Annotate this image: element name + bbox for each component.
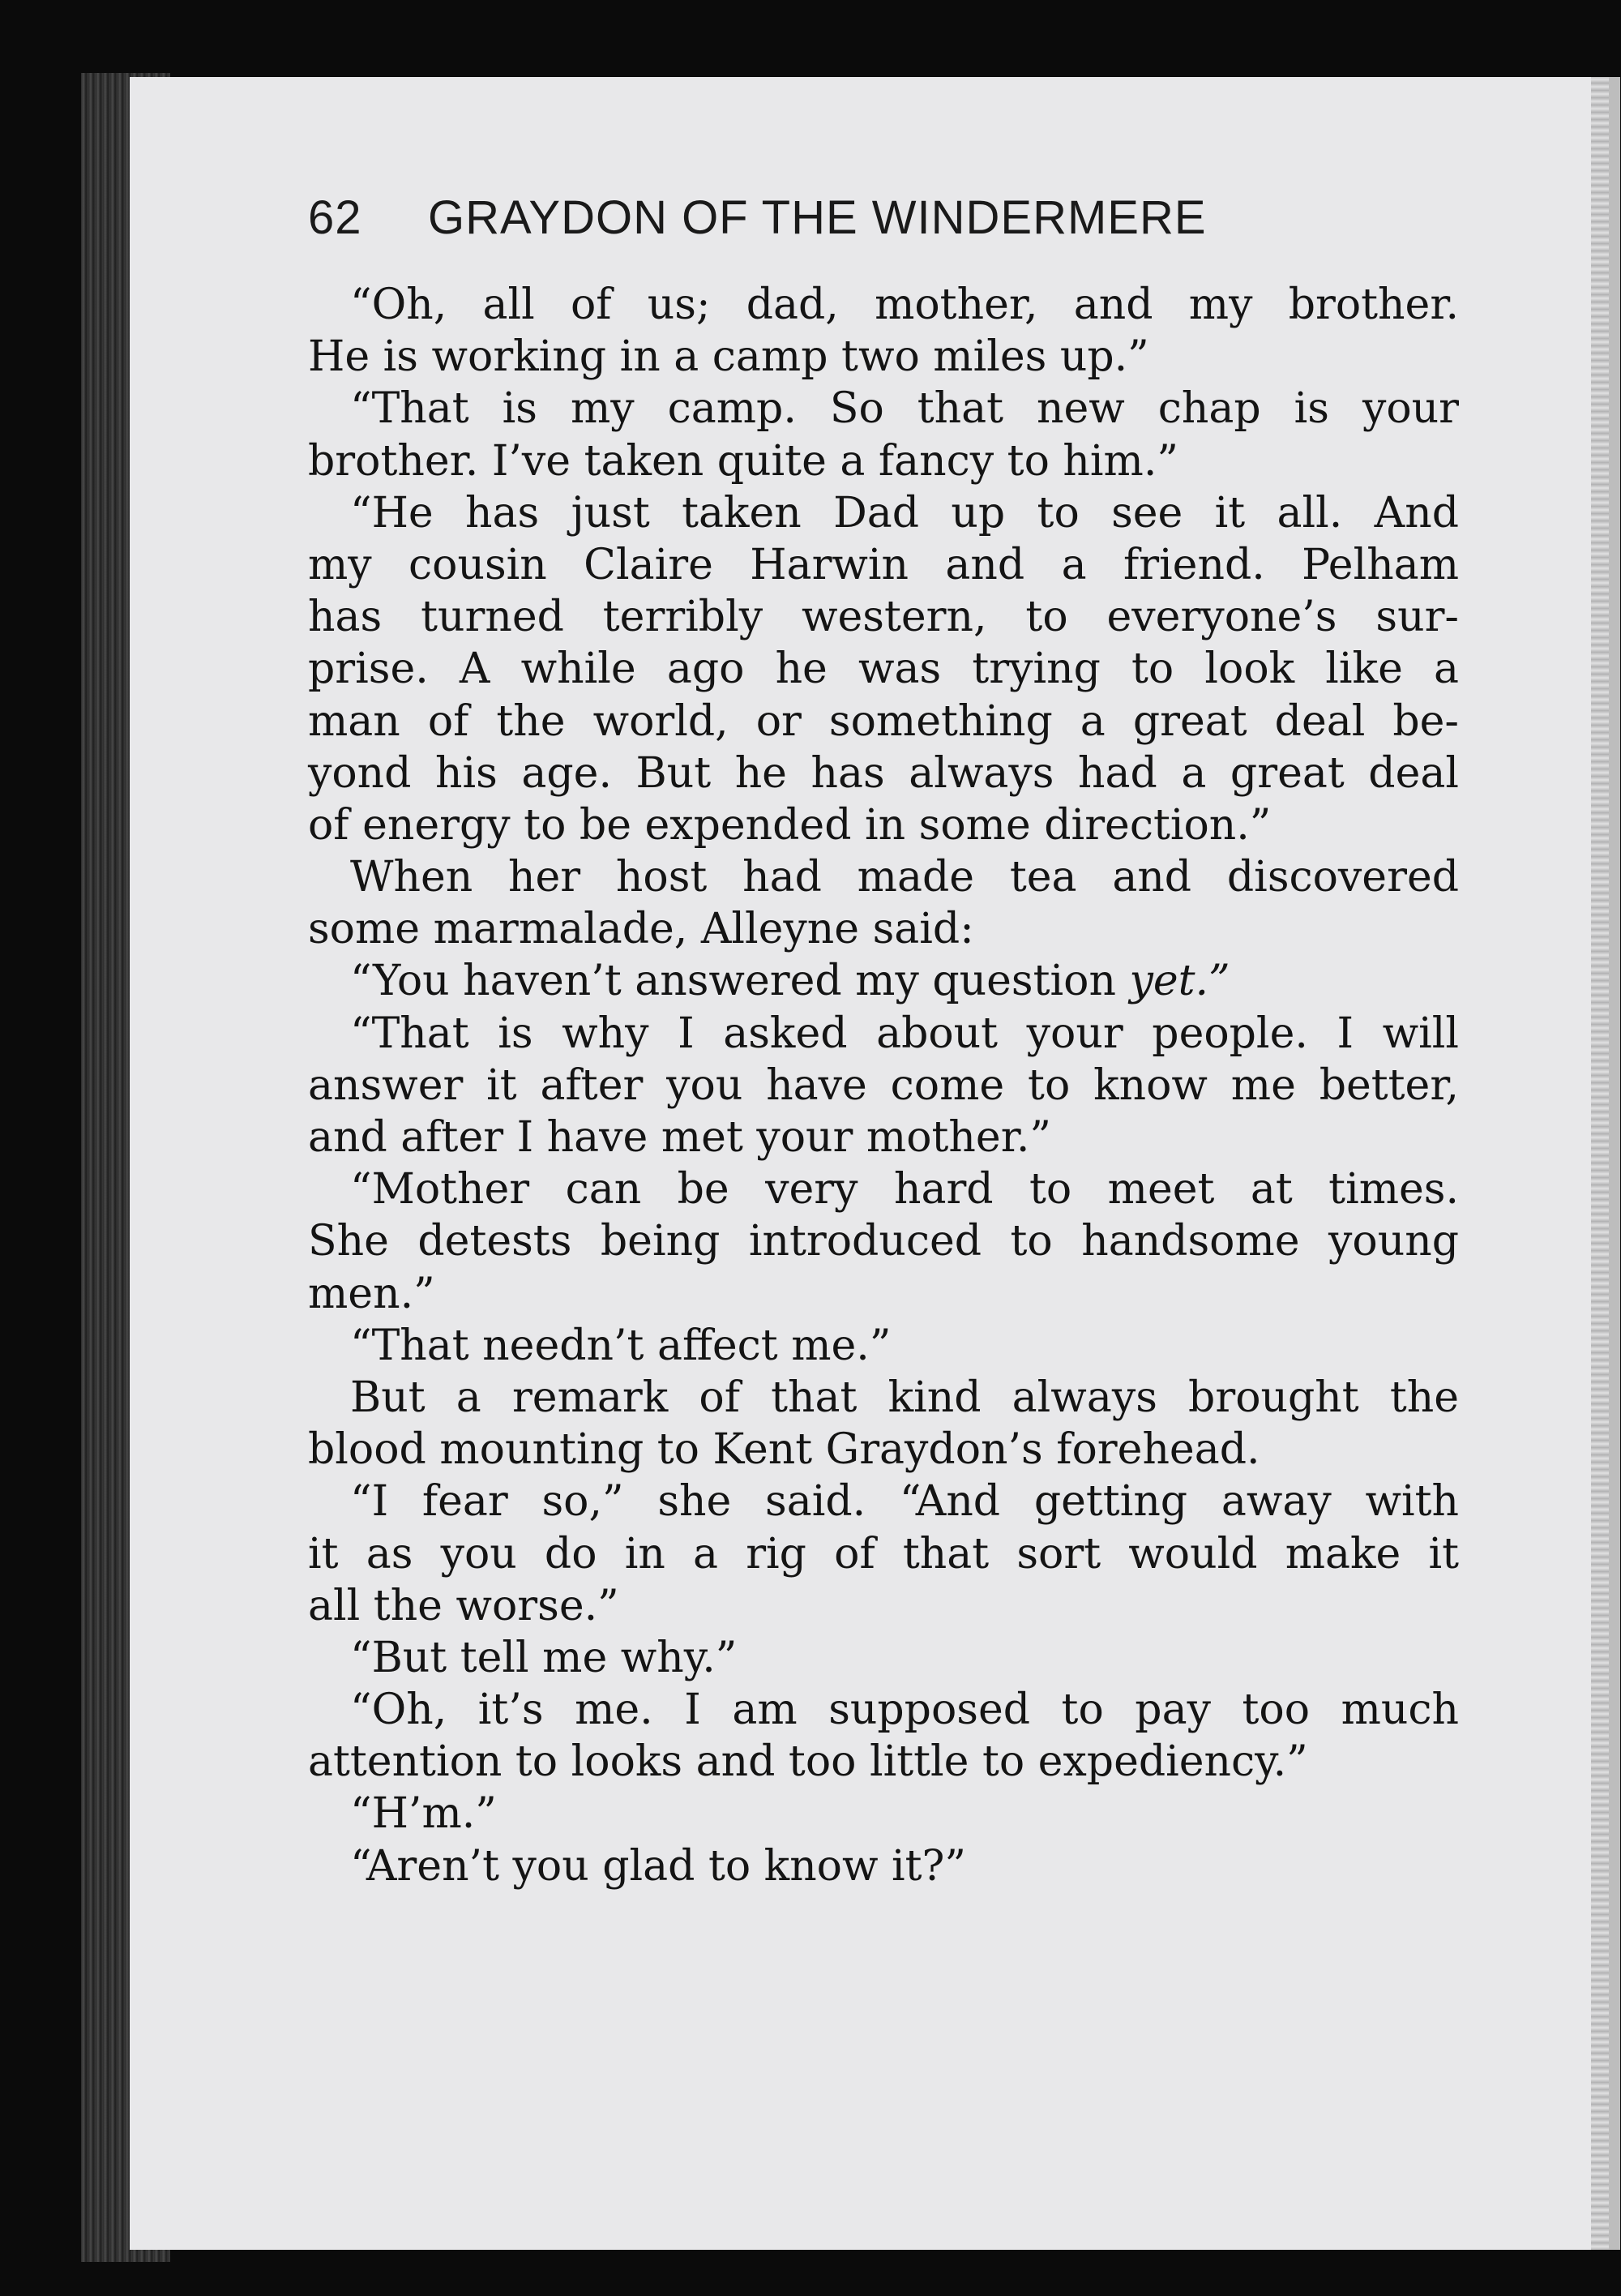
text-line: “Aren’t you glad to know it?” xyxy=(350,1841,967,1891)
text-line: But a remark of that kind always brought the xyxy=(350,1373,1459,1422)
text-line: some marmalade, Alleyne said: xyxy=(308,905,974,954)
text-line: He is working in a camp two miles up.” xyxy=(308,332,1149,382)
page-edge xyxy=(1591,77,1609,2250)
text-line: brother. I’ve taken quite a fancy to him.” xyxy=(308,436,1178,486)
text-line: men.” xyxy=(308,1269,435,1318)
text-line: She detests being introduced to handsome young xyxy=(308,1217,1459,1266)
text-line: “He has just taken Dad up to see it all. And xyxy=(350,488,1459,538)
text-line: “That needn’t affect me.” xyxy=(350,1321,892,1370)
text-line: attention to looks and too little to expediency.” xyxy=(308,1737,1308,1787)
text-fragment: “You haven’t answered my question xyxy=(350,957,1130,1006)
page-number: 62 xyxy=(308,191,362,244)
text-line: prise. A while ago he was trying to look like a xyxy=(308,645,1459,694)
text-line: yond his age. But he has always had a great deal xyxy=(308,748,1459,798)
text-line: my cousin Claire Harwin and a friend. Pelham xyxy=(308,540,1459,589)
text-line: it as you do in a rig of that sort would make it xyxy=(308,1529,1459,1578)
text-line: “H’m.” xyxy=(350,1789,497,1839)
text-line: “But tell me why.” xyxy=(350,1633,738,1682)
body-text xyxy=(308,279,1459,1892)
text-line: “Oh, all of us; dad, mother, and my brother. xyxy=(350,281,1459,329)
text-line: “I fear so,” she said. “And getting away with xyxy=(350,1477,1459,1527)
text-line xyxy=(308,955,1459,1007)
text-line: has turned terribly western, to everyone’s sur- xyxy=(308,593,1459,642)
text-line: of energy to be expended in some direction.” xyxy=(308,800,1272,850)
text-line: “That is my camp. So that new chap is your xyxy=(350,384,1459,434)
text-line: answer it after you have come to know me better, xyxy=(308,1060,1459,1110)
text-line: When her host had made tea and discovered xyxy=(350,853,1459,902)
text-line: man of the world, or something a great deal be- xyxy=(308,696,1459,746)
running-header xyxy=(308,191,1426,255)
text-line: “Mother can be very hard to meet at times. xyxy=(350,1165,1459,1214)
italic-text: yet.” xyxy=(1129,957,1230,1006)
text-line: all the worse.” xyxy=(308,1581,619,1630)
text-line: blood mounting to Kent Graydon’s forehead. xyxy=(308,1425,1260,1475)
running-title: GRAYDON OF THE WINDERMERE xyxy=(428,191,1207,244)
text-line: and after I have met your mother.” xyxy=(308,1113,1051,1162)
text-line: “Oh, it’s me. I am supposed to pay too much xyxy=(350,1686,1459,1735)
text-line: “That is why I asked about your people. I will xyxy=(350,1009,1459,1058)
